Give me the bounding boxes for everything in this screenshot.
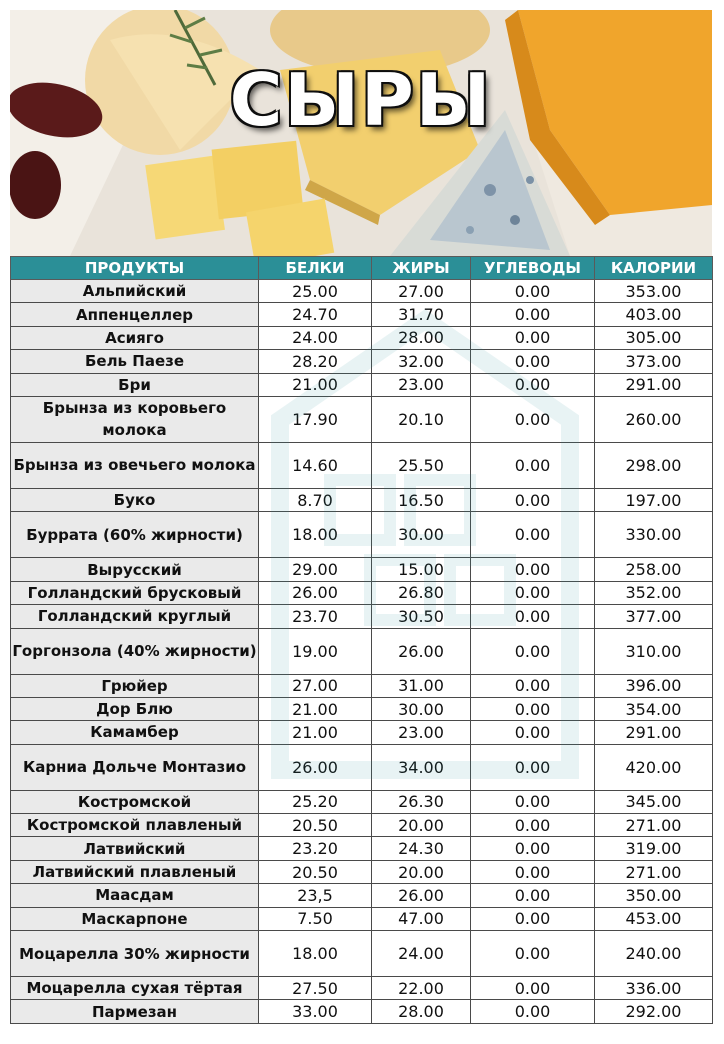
product-name: Голландский круглый bbox=[11, 605, 259, 628]
table-row bbox=[11, 303, 713, 326]
table-row bbox=[11, 350, 713, 373]
header-carbs: УГЛЕВОДЫ bbox=[471, 257, 595, 280]
carbs-value: 0.00 bbox=[471, 721, 595, 744]
product-name: Горгонзола (40% жирности) bbox=[11, 628, 259, 674]
carbs-value: 0.00 bbox=[471, 488, 595, 511]
table-row bbox=[11, 488, 713, 511]
calories-value: 271.00 bbox=[595, 860, 713, 883]
protein-value: 20.50 bbox=[259, 860, 372, 883]
calories-value: 373.00 bbox=[595, 350, 713, 373]
calories-value: 396.00 bbox=[595, 674, 713, 697]
page-title: СЫРЫ bbox=[229, 58, 493, 142]
table-row bbox=[11, 396, 713, 442]
protein-value: 24.70 bbox=[259, 303, 372, 326]
fat-value: 16.50 bbox=[372, 488, 471, 511]
fat-value: 26.80 bbox=[372, 581, 471, 604]
product-name: Моцарелла 30% жирности bbox=[11, 931, 259, 977]
carbs-value: 0.00 bbox=[471, 558, 595, 581]
product-name: Буко bbox=[11, 488, 259, 511]
protein-value: 8.70 bbox=[259, 488, 372, 511]
carbs-value: 0.00 bbox=[471, 350, 595, 373]
carbs-value: 0.00 bbox=[471, 280, 595, 303]
carbs-value: 0.00 bbox=[471, 860, 595, 883]
fat-value: 28.00 bbox=[372, 326, 471, 349]
product-name: Грюйер bbox=[11, 674, 259, 697]
calories-value: 291.00 bbox=[595, 721, 713, 744]
product-name: Маскарпоне bbox=[11, 907, 259, 930]
calories-value: 310.00 bbox=[595, 628, 713, 674]
carbs-value: 0.00 bbox=[471, 326, 595, 349]
protein-value: 18.00 bbox=[259, 512, 372, 558]
protein-value: 21.00 bbox=[259, 373, 372, 396]
fat-value: 20.10 bbox=[372, 396, 471, 442]
fat-value: 23.00 bbox=[372, 373, 471, 396]
carbs-value: 0.00 bbox=[471, 907, 595, 930]
fat-value: 34.00 bbox=[372, 744, 471, 790]
carbs-value: 0.00 bbox=[471, 931, 595, 977]
fat-value: 26.00 bbox=[372, 884, 471, 907]
fat-value: 26.30 bbox=[372, 790, 471, 813]
protein-value: 23.70 bbox=[259, 605, 372, 628]
table-row bbox=[11, 674, 713, 697]
table-row bbox=[11, 373, 713, 396]
product-name: Латвийский плавленый bbox=[11, 860, 259, 883]
carbs-value: 0.00 bbox=[471, 837, 595, 860]
fat-value: 27.00 bbox=[372, 280, 471, 303]
table-row bbox=[11, 326, 713, 349]
carbs-value: 0.00 bbox=[471, 697, 595, 720]
protein-value: 18.00 bbox=[259, 931, 372, 977]
table-row bbox=[11, 605, 713, 628]
header-products: ПРОДУКТЫ bbox=[11, 257, 259, 280]
nutrition-table-wrap bbox=[10, 256, 712, 1024]
calories-value: 350.00 bbox=[595, 884, 713, 907]
table-header-row bbox=[11, 257, 713, 280]
protein-value: 33.00 bbox=[259, 1000, 372, 1023]
fat-value: 28.00 bbox=[372, 1000, 471, 1023]
carbs-value: 0.00 bbox=[471, 1000, 595, 1023]
header-photo bbox=[10, 10, 712, 256]
calories-value: 291.00 bbox=[595, 373, 713, 396]
table-row bbox=[11, 977, 713, 1000]
table-row bbox=[11, 744, 713, 790]
product-name: Камамбер bbox=[11, 721, 259, 744]
page-frame bbox=[10, 10, 712, 1026]
carbs-value: 0.00 bbox=[471, 628, 595, 674]
carbs-value: 0.00 bbox=[471, 814, 595, 837]
protein-value: 14.60 bbox=[259, 442, 372, 488]
product-name: Буррата (60% жирности) bbox=[11, 512, 259, 558]
product-name: Брынза из коровьего молока bbox=[11, 396, 259, 442]
protein-value: 17.90 bbox=[259, 396, 372, 442]
calories-value: 354.00 bbox=[595, 697, 713, 720]
table-row bbox=[11, 837, 713, 860]
carbs-value: 0.00 bbox=[471, 373, 595, 396]
table-row bbox=[11, 814, 713, 837]
product-name: Маасдам bbox=[11, 884, 259, 907]
table-row bbox=[11, 1000, 713, 1023]
product-name: Голландский брусковый bbox=[11, 581, 259, 604]
header-fat: ЖИРЫ bbox=[372, 257, 471, 280]
header-calories: КАЛОРИИ bbox=[595, 257, 713, 280]
header-protein: БЕЛКИ bbox=[259, 257, 372, 280]
table-row bbox=[11, 907, 713, 930]
calories-value: 453.00 bbox=[595, 907, 713, 930]
calories-value: 345.00 bbox=[595, 790, 713, 813]
fat-value: 25.50 bbox=[372, 442, 471, 488]
protein-value: 25.20 bbox=[259, 790, 372, 813]
product-name: Альпийский bbox=[11, 280, 259, 303]
carbs-value: 0.00 bbox=[471, 744, 595, 790]
carbs-value: 0.00 bbox=[471, 790, 595, 813]
fat-value: 23.00 bbox=[372, 721, 471, 744]
calories-value: 377.00 bbox=[595, 605, 713, 628]
fat-value: 47.00 bbox=[372, 907, 471, 930]
table-row bbox=[11, 628, 713, 674]
product-name: Пармезан bbox=[11, 1000, 259, 1023]
fat-value: 20.00 bbox=[372, 860, 471, 883]
calories-value: 353.00 bbox=[595, 280, 713, 303]
table-row bbox=[11, 884, 713, 907]
fat-value: 31.70 bbox=[372, 303, 471, 326]
product-name: Брынза из овечьего молока bbox=[11, 442, 259, 488]
protein-value: 7.50 bbox=[259, 907, 372, 930]
fat-value: 24.00 bbox=[372, 931, 471, 977]
protein-value: 19.00 bbox=[259, 628, 372, 674]
calories-value: 352.00 bbox=[595, 581, 713, 604]
product-name: Латвийский bbox=[11, 837, 259, 860]
table-row bbox=[11, 931, 713, 977]
protein-value: 23,5 bbox=[259, 884, 372, 907]
carbs-value: 0.00 bbox=[471, 442, 595, 488]
calories-value: 305.00 bbox=[595, 326, 713, 349]
protein-value: 27.50 bbox=[259, 977, 372, 1000]
table-row bbox=[11, 280, 713, 303]
product-name: Бри bbox=[11, 373, 259, 396]
carbs-value: 0.00 bbox=[471, 396, 595, 442]
calories-value: 420.00 bbox=[595, 744, 713, 790]
carbs-value: 0.00 bbox=[471, 512, 595, 558]
carbs-value: 0.00 bbox=[471, 303, 595, 326]
calories-value: 330.00 bbox=[595, 512, 713, 558]
protein-value: 20.50 bbox=[259, 814, 372, 837]
calories-value: 271.00 bbox=[595, 814, 713, 837]
product-name: Карниа Дольче Монтазио bbox=[11, 744, 259, 790]
protein-value: 27.00 bbox=[259, 674, 372, 697]
calories-value: 319.00 bbox=[595, 837, 713, 860]
carbs-value: 0.00 bbox=[471, 977, 595, 1000]
product-name: Дор Блю bbox=[11, 697, 259, 720]
carbs-value: 0.00 bbox=[471, 581, 595, 604]
table-row bbox=[11, 790, 713, 813]
product-name: Костромской плавленый bbox=[11, 814, 259, 837]
calories-value: 292.00 bbox=[595, 1000, 713, 1023]
table-row bbox=[11, 860, 713, 883]
fat-value: 26.00 bbox=[372, 628, 471, 674]
protein-value: 24.00 bbox=[259, 326, 372, 349]
product-name: Бель Паезе bbox=[11, 350, 259, 373]
calories-value: 197.00 bbox=[595, 488, 713, 511]
fat-value: 20.00 bbox=[372, 814, 471, 837]
nutrition-table bbox=[10, 256, 713, 1024]
protein-value: 21.00 bbox=[259, 697, 372, 720]
protein-value: 26.00 bbox=[259, 744, 372, 790]
table-row bbox=[11, 558, 713, 581]
protein-value: 21.00 bbox=[259, 721, 372, 744]
carbs-value: 0.00 bbox=[471, 674, 595, 697]
product-name: Костромской bbox=[11, 790, 259, 813]
fat-value: 32.00 bbox=[372, 350, 471, 373]
protein-value: 23.20 bbox=[259, 837, 372, 860]
carbs-value: 0.00 bbox=[471, 605, 595, 628]
table-row bbox=[11, 442, 713, 488]
fat-value: 30.00 bbox=[372, 697, 471, 720]
protein-value: 28.20 bbox=[259, 350, 372, 373]
carbs-value: 0.00 bbox=[471, 884, 595, 907]
table-row bbox=[11, 721, 713, 744]
product-name: Моцарелла сухая тёртая bbox=[11, 977, 259, 1000]
table-row bbox=[11, 512, 713, 558]
calories-value: 258.00 bbox=[595, 558, 713, 581]
calories-value: 240.00 bbox=[595, 931, 713, 977]
calories-value: 298.00 bbox=[595, 442, 713, 488]
calories-value: 403.00 bbox=[595, 303, 713, 326]
fat-value: 15.00 bbox=[372, 558, 471, 581]
product-name: Асияго bbox=[11, 326, 259, 349]
table-body bbox=[11, 280, 713, 1024]
fat-value: 30.50 bbox=[372, 605, 471, 628]
calories-value: 336.00 bbox=[595, 977, 713, 1000]
fat-value: 24.30 bbox=[372, 837, 471, 860]
product-name: Вырусский bbox=[11, 558, 259, 581]
fat-value: 30.00 bbox=[372, 512, 471, 558]
table-row bbox=[11, 697, 713, 720]
product-name: Аппенцеллер bbox=[11, 303, 259, 326]
protein-value: 29.00 bbox=[259, 558, 372, 581]
protein-value: 25.00 bbox=[259, 280, 372, 303]
protein-value: 26.00 bbox=[259, 581, 372, 604]
fat-value: 22.00 bbox=[372, 977, 471, 1000]
calories-value: 260.00 bbox=[595, 396, 713, 442]
fat-value: 31.00 bbox=[372, 674, 471, 697]
table-row bbox=[11, 581, 713, 604]
